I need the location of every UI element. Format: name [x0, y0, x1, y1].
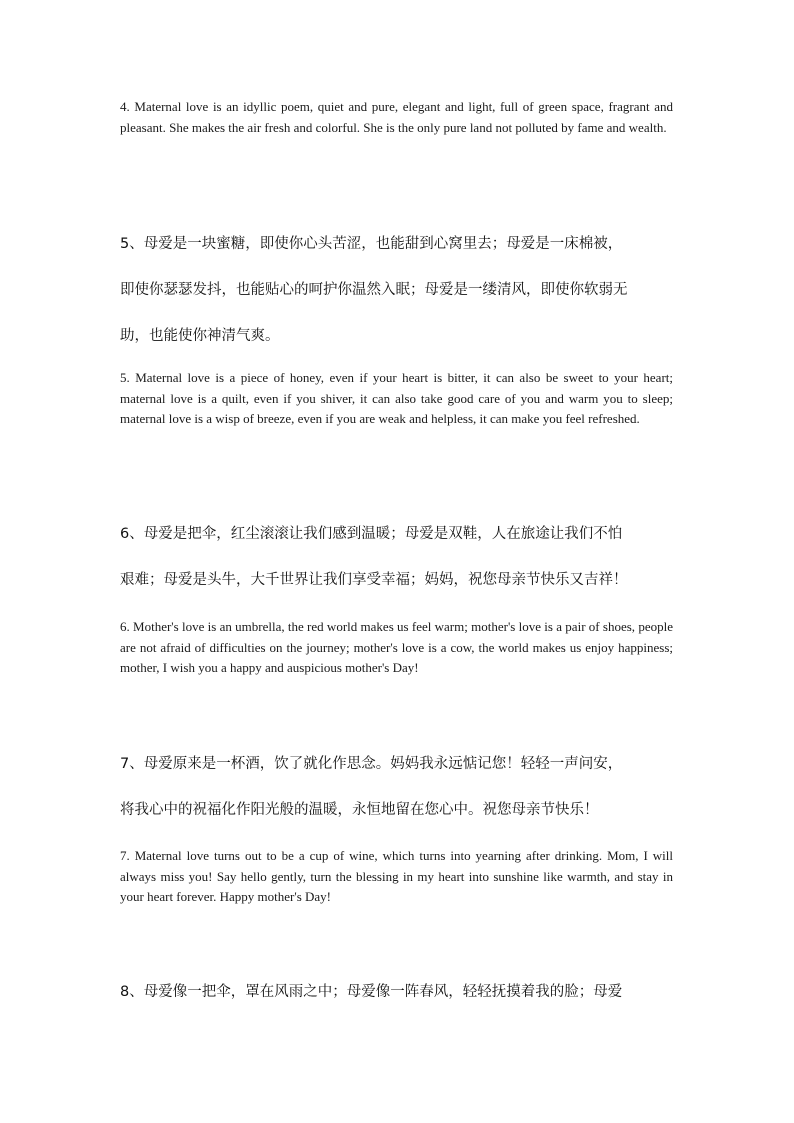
paragraph-7-chinese-line-1: 7、母爱原来是一杯酒，饮了就化作思念。妈妈我永远惦记您！轻轻一声问安，	[120, 756, 623, 772]
paragraph-7-chinese	[120, 754, 680, 846]
paragraph-6-chinese	[120, 524, 680, 616]
paragraph-7-english: 7. Maternal love turns out to be a cup of wine, which turns into yearning after drinking. Mom, I will always miss you! Say hello gently, turn the blessing in my heart into sunshine like warmth, and stay in your heart forever. Happy mother's Day!	[120, 848, 673, 905]
paragraph-6-english: 6. Mother's love is an umbrella, the red world makes us feel warm; mother's love is a pair of shoes, people are not afraid of difficulties on the journey; mother's love is a cow, the world makes us enjoy happiness; mother, I wish you a happy and auspicious mother's Day!	[120, 619, 673, 676]
paragraph-8-chinese	[120, 982, 680, 1028]
paragraph-6-chinese-line-1: 6、母爱是把伞，红尘滚滚让我们感到温暖；母爱是双鞋，人在旅途让我们不怕	[120, 526, 623, 542]
paragraph-4-english: 4. Maternal love is an idyllic poem, quiet and pure, elegant and light, full of green space, fragrant and pleasant. She makes the air fresh and colorful. She is the only pure land not polluted by fame and wealth.	[120, 99, 673, 135]
paragraph-5-chinese-line-1: 5、母爱是一块蜜糖，即使你心头苦涩，也能甜到心窝里去；母爱是一床棉被，	[120, 236, 623, 252]
paragraph-5-chinese-line-2: 即使你瑟瑟发抖，也能贴心的呵护你温然入眠；母爱是一缕清风，即使你软弱无	[120, 282, 628, 298]
paragraph-7-chinese-line-2: 将我心中的祝福化作阳光般的温暖，永恒地留在您心中。祝您母亲节快乐！	[120, 802, 599, 818]
paragraph-5-chinese	[120, 234, 680, 372]
paragraph-8-chinese-line-1: 8、母爱像一把伞，罩在风雨之中；母爱像一阵春风，轻轻抚摸着我的脸；母爱	[120, 984, 623, 1000]
paragraph-5-english: 5. Maternal love is a piece of honey, even if your heart is bitter, it can also be sweet to your heart; maternal love is a quilt, even if you shiver, it can also take good care of you and warm you to sleep; maternal love is a wisp of breeze, even if you are weak and helpless, it can make you feel refreshed.	[120, 370, 673, 427]
paragraph-5-chinese-line-3: 助，也能使你神清气爽。	[120, 328, 280, 344]
paragraph-6-chinese-line-2: 艰难；母爱是头牛，大千世界让我们享受幸福；妈妈，祝您母亲节快乐又吉祥！	[120, 572, 628, 588]
